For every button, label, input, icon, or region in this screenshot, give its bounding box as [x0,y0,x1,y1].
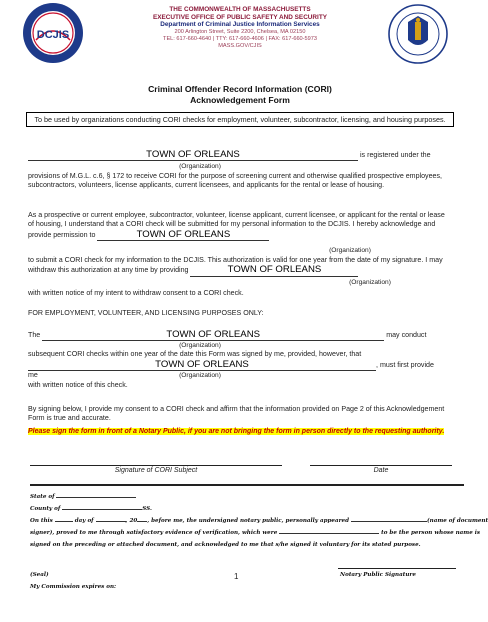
notary-instruction: Please sign the form in front of a Notary Public, if you are not bringing the form in person directly to the requesting authority. [28,428,445,435]
organization-caption-4: (Organization) [179,342,221,349]
year-field[interactable] [137,521,147,522]
the-line: The TOWN OF ORLEANS may conduct [28,329,427,340]
form-title-line-1: Criminal Offender Record Information (CORI) [148,84,332,94]
organization-caption-2: (Organization) [329,247,371,254]
registered-text: is registered under the [359,151,431,159]
page-number: 1 [234,572,239,581]
state-field[interactable] [56,497,136,498]
organization-caption-3: (Organization) [349,279,391,286]
para-notice-check: with written notice of this check. [28,381,128,389]
evidence-field[interactable] [279,533,379,534]
para-withdraw: with written notice of my intent to withdraw consent to a CORI check. [28,289,244,297]
registration-line [28,150,452,161]
day-field[interactable] [55,521,73,522]
organization-field-3[interactable]: TOWN OF ORLEANS [190,265,358,276]
massachusetts-seal [388,4,448,64]
signature-caption: Signature of CORI Subject [114,467,198,474]
organization-field-1[interactable]: TOWN OF ORLEANS [28,150,358,161]
form-title-line-2: Acknowledgement Form [190,95,290,105]
notary-line-c: signed on the preceding or attached document, and acknowledged to me that s/he signed it voluntary for its stated purpose. [30,542,421,548]
date-caption: Date [373,467,389,474]
commission-label: My Commission expires on: [30,584,117,590]
notary-line-b: signer), proved to me through satisfactory evidence of verification, which were to be the person whose name is [30,530,480,536]
seal-label: (Seal) [30,572,49,578]
notary-signature-line[interactable] [338,568,456,569]
section-divider [30,484,464,486]
para-provisions: provisions of M.G.L. c.6, § 172 to receive CORI for the purpose of screening current and otherwise qualified prospective employees, subcontractors, volunteers, license applicants, current licensees, and applicants for the rental or lease of housing. [28,172,443,190]
letterhead-phone: TEL: 617-660-4640 | TTY: 617-660-4606 | FAX: 617-660-5973 [163,35,317,42]
signer-name-field[interactable] [351,521,427,522]
letterhead-line-1: THE COMMONWEALTH OF MASSACHUSETTS [169,6,311,13]
form-title [0,84,480,106]
notary-state: State of [30,492,136,504]
para-submit: to submit a CORI check for my information to the DCJIS. This authorization is valid for one year from the date of my signature. I may withdraw this authorization at any time by providing TOWN OF ORLEANS [28,256,443,276]
employment-heading: FOR EMPLOYMENT, VOLUNTEER, AND LICENSING PURPOSES ONLY: [28,309,264,317]
month-field[interactable] [96,521,126,522]
dcjis-logo-text: DCJIS [36,29,70,41]
date-line[interactable] [310,465,452,466]
purpose-box: To be used by organizations conducting CORI checks for employment, volunteer, subcontractor, licensing, and housing purposes. [26,112,454,127]
organization-field-4[interactable]: TOWN OF ORLEANS [42,330,384,341]
letterhead-web: MASS.GOV/CJIS [218,42,262,49]
organization-field-2[interactable]: TOWN OF ORLEANS [97,230,269,241]
notary-county: County of SS. [30,506,152,512]
must-line: TOWN OF ORLEANS , must first provide [28,360,452,371]
organization-caption-1: (Organization) [179,163,221,170]
county-field[interactable] [62,509,142,510]
organization-caption-5: (Organization) [179,372,221,379]
me-label: me [28,371,38,379]
letterhead-line-2: EXECUTIVE OFFICE OF PUBLIC SAFETY AND SECURITY [153,13,327,21]
organization-field-5[interactable]: TOWN OF ORLEANS [28,360,376,371]
dcjis-logo [22,2,84,64]
para-subsequent: subsequent CORI checks within one year of the date this Form was signed by me, provided, however, that [28,350,362,358]
notary-signature-caption: Notary Public Signature [340,572,416,578]
para-consent: As a prospective or current employee, subcontractor, volunteer, license applicant, current licensee, or applicant for the rental or lease of housing, I understand that a CORI check will be submitted for my personal information to the DCJIS. I hereby acknowledge and provide permission to TOWN OF ORLEANS [28,211,445,240]
signature-line[interactable] [30,465,282,466]
letterhead [120,6,360,50]
notary-line-a: On this day of , 20 , before me, the undersigned notary public, personally appeared (name of document [30,518,488,524]
para-affirm: By signing below, I provide my consent to a CORI check and affirm that the information provided on Page 2 of this Acknowledgement Form is true and accurate. [28,405,445,423]
letterhead-line-3: Department of Criminal Justice Information Services [160,21,320,29]
letterhead-address: 200 Arlington Street, Suite 2200, Chelsea, MA 02150 [174,28,306,35]
